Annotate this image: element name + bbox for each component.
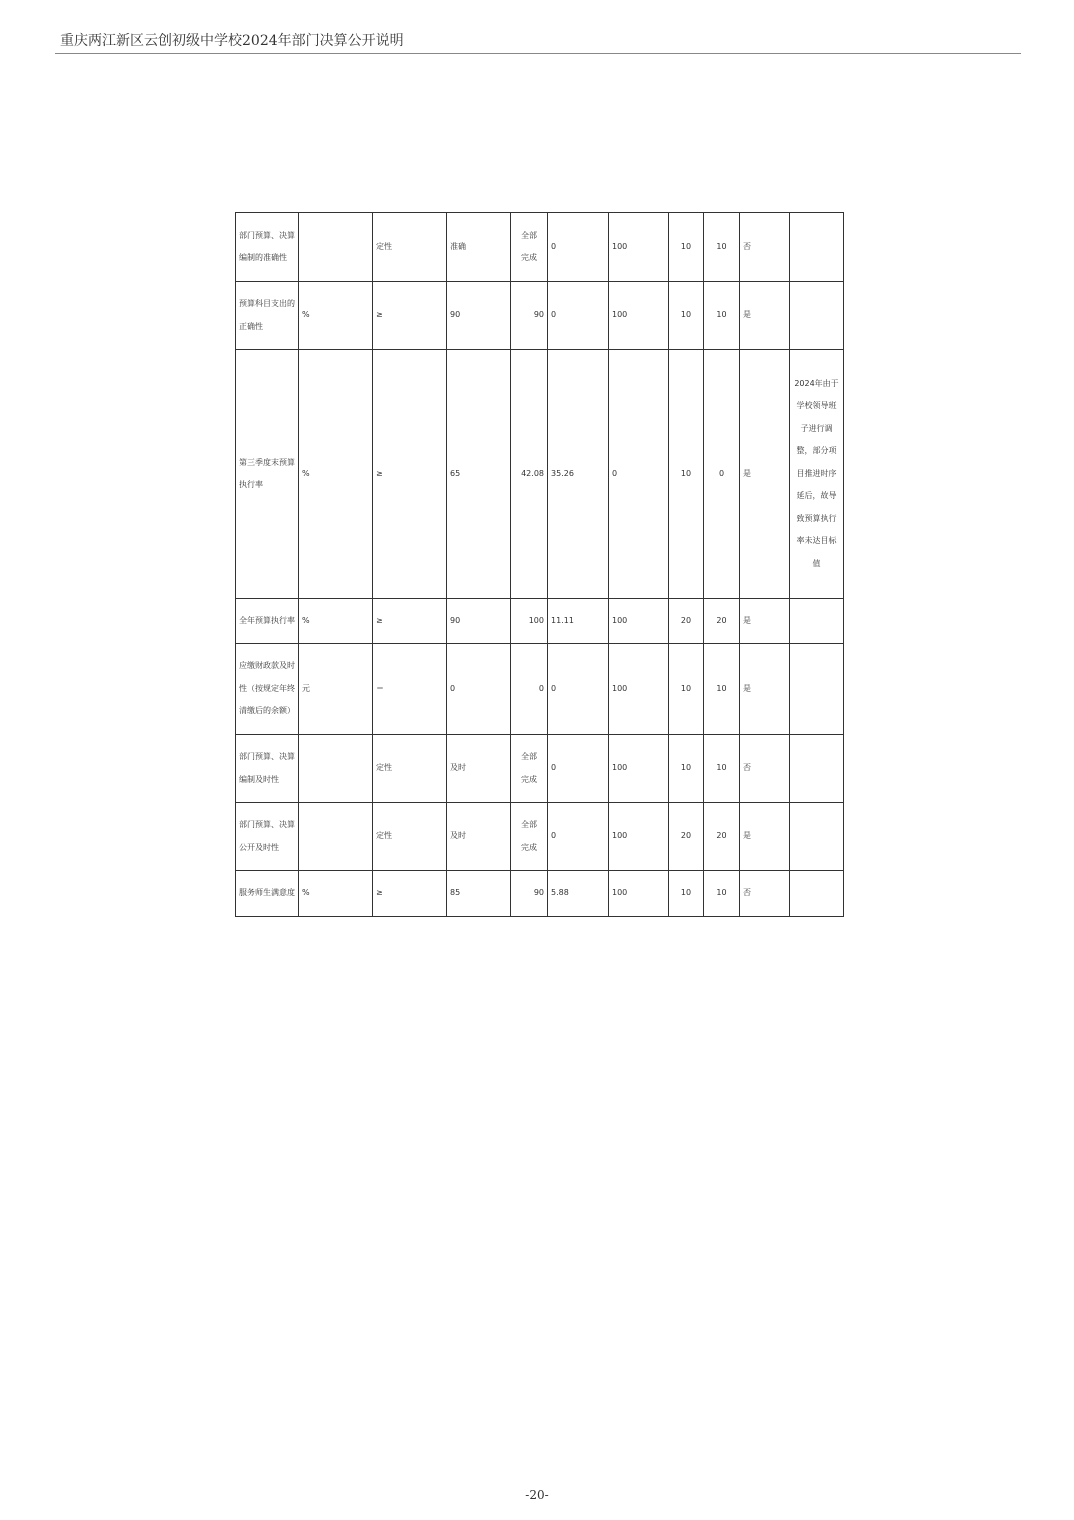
unit-cell: 元: [299, 644, 373, 735]
score-cell: 10: [704, 644, 740, 735]
operator-cell: 定性: [373, 803, 447, 871]
indicator-cell: 部门预算、决算编制及时性: [236, 735, 299, 803]
actual-cell: 100: [511, 599, 548, 644]
note-cell: [790, 213, 844, 282]
max-cell: 100: [609, 803, 669, 871]
actual-cell: 全部完成: [511, 213, 548, 282]
weight-cell: 10: [669, 871, 704, 917]
score-cell: 20: [704, 599, 740, 644]
flag-cell: 是: [740, 599, 790, 644]
note-cell: [790, 282, 844, 350]
table-row: [236, 282, 844, 350]
weight-cell: 10: [669, 350, 704, 599]
flag-cell: 否: [740, 735, 790, 803]
table-body: [236, 213, 844, 917]
score-cell: 10: [704, 871, 740, 917]
operator-cell: 定性: [373, 735, 447, 803]
unit-cell: [299, 213, 373, 282]
max-cell: 100: [609, 599, 669, 644]
target-cell: 65: [447, 350, 511, 599]
operator-cell: ≥: [373, 350, 447, 599]
actual-cell: 0: [511, 644, 548, 735]
unit-cell: %: [299, 282, 373, 350]
score-cell: 10: [704, 282, 740, 350]
deviation-cell: 35.26: [548, 350, 609, 599]
performance-table: [235, 212, 844, 917]
unit-cell: %: [299, 599, 373, 644]
table-row: [236, 735, 844, 803]
weight-cell: 20: [669, 803, 704, 871]
weight-cell: 10: [669, 282, 704, 350]
max-cell: 100: [609, 871, 669, 917]
target-cell: 及时: [447, 803, 511, 871]
score-cell: 10: [704, 735, 740, 803]
table-row: [236, 599, 844, 644]
table-row: [236, 350, 844, 599]
max-cell: 0: [609, 350, 669, 599]
note-cell: [790, 871, 844, 917]
actual-cell: 90: [511, 282, 548, 350]
max-cell: 100: [609, 644, 669, 735]
table-row: [236, 803, 844, 871]
header-divider: [55, 53, 1021, 54]
flag-cell: 否: [740, 213, 790, 282]
max-cell: 100: [609, 282, 669, 350]
operator-cell: ＝: [373, 644, 447, 735]
operator-cell: ≥: [373, 871, 447, 917]
target-cell: 准确: [447, 213, 511, 282]
flag-cell: 是: [740, 644, 790, 735]
indicator-cell: 第三季度末预算执行率: [236, 350, 299, 599]
unit-cell: [299, 803, 373, 871]
deviation-cell: 0: [548, 735, 609, 803]
max-cell: 100: [609, 735, 669, 803]
operator-cell: ≥: [373, 599, 447, 644]
weight-cell: 10: [669, 644, 704, 735]
flag-cell: 是: [740, 282, 790, 350]
document-header-title: 重庆两江新区云创初级中学校2024年部门决算公开说明: [60, 33, 404, 49]
weight-cell: 10: [669, 735, 704, 803]
note-cell: [790, 599, 844, 644]
indicator-cell: 部门预算、决算编制的准确性: [236, 213, 299, 282]
operator-cell: ≥: [373, 282, 447, 350]
unit-cell: %: [299, 871, 373, 917]
target-cell: 90: [447, 599, 511, 644]
actual-cell: 42.08: [511, 350, 548, 599]
indicator-cell: 服务师生满意度: [236, 871, 299, 917]
deviation-cell: 11.11: [548, 599, 609, 644]
target-cell: 及时: [447, 735, 511, 803]
score-cell: 10: [704, 213, 740, 282]
actual-cell: 全部完成: [511, 803, 548, 871]
score-cell: 0: [704, 350, 740, 599]
operator-cell: 定性: [373, 213, 447, 282]
note-cell: [790, 735, 844, 803]
deviation-cell: 0: [548, 282, 609, 350]
deviation-cell: 0: [548, 213, 609, 282]
actual-cell: 全部完成: [511, 735, 548, 803]
deviation-cell: 5.88: [548, 871, 609, 917]
score-cell: 20: [704, 803, 740, 871]
table-row: [236, 213, 844, 282]
flag-cell: 是: [740, 803, 790, 871]
max-cell: 100: [609, 213, 669, 282]
note-cell: 2024年由于学校领导班子进行调整，部分项目推进时序延后，故导致预算执行率未达目标值: [790, 350, 844, 599]
indicator-cell: 预算科目支出的正确性: [236, 282, 299, 350]
indicator-cell: 部门预算、决算公开及时性: [236, 803, 299, 871]
note-cell: [790, 644, 844, 735]
table-row: [236, 871, 844, 917]
indicator-cell: 应缴财政款及时性（按规定年终清缴后的余额）: [236, 644, 299, 735]
flag-cell: 是: [740, 350, 790, 599]
target-cell: 90: [447, 282, 511, 350]
flag-cell: 否: [740, 871, 790, 917]
deviation-cell: 0: [548, 644, 609, 735]
weight-cell: 10: [669, 213, 704, 282]
indicator-cell: 全年预算执行率: [236, 599, 299, 644]
actual-cell: 90: [511, 871, 548, 917]
unit-cell: %: [299, 350, 373, 599]
note-cell: [790, 803, 844, 871]
page-number: -20-: [525, 1488, 549, 1502]
weight-cell: 20: [669, 599, 704, 644]
target-cell: 0: [447, 644, 511, 735]
unit-cell: [299, 735, 373, 803]
deviation-cell: 0: [548, 803, 609, 871]
table-row: [236, 644, 844, 735]
target-cell: 85: [447, 871, 511, 917]
